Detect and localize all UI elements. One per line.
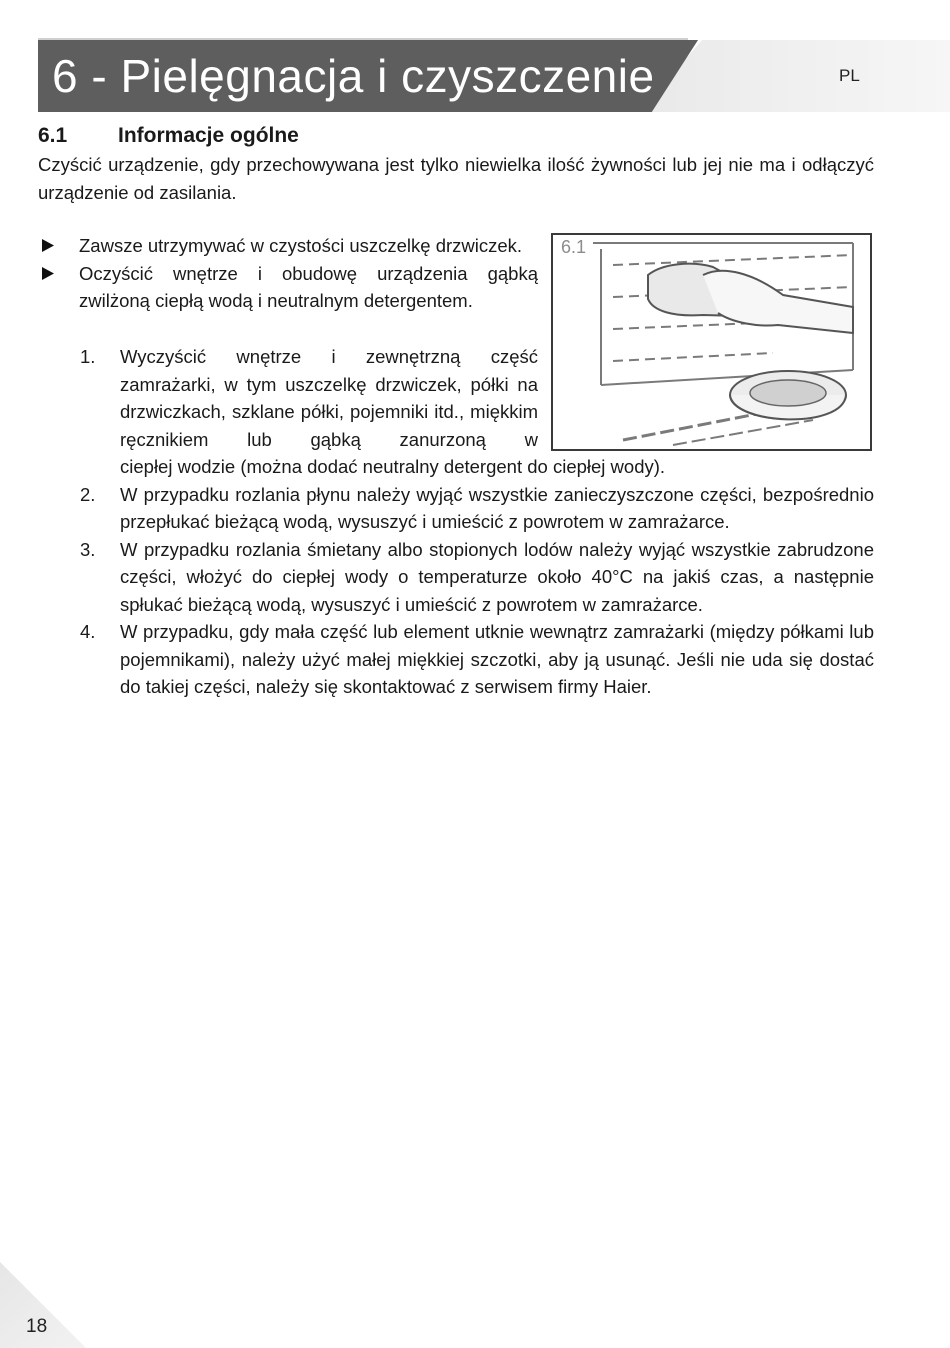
step-text: W przypadku, gdy mała część lub element utknie wewnątrz zamrażarki (między półkami lub pojemnikami), należy użyć małej miękkiej szczotki, aby ją usunąć. Jeśli nie uda się dostać do takiej części, należy się skontaktować z serwisem firmy Haier. <box>120 621 874 697</box>
step-item <box>80 536 874 619</box>
step-number: 2. <box>80 483 96 505</box>
bullet-triangle-icon <box>42 239 54 252</box>
section-number: 6.1 <box>38 124 68 147</box>
chapter-title: 6 - Pielęgnacja i czyszczenie <box>52 50 655 102</box>
step-text: Wyczyścić wnętrze i zewnętrzną część zamrażarki, w tym uszczelkę drzwiczek, półki na drzwiczkach, szklane półki, pojemniki itd., miękkim ręcznikiem lub gąbką zanurzoną w <box>120 346 538 450</box>
step-text: W przypadku rozlania śmietany albo stopionych lodów należy wyjąć wszystkie zabrudzone części, włożyć do ciepłej wody o temperaturze około 40°C na jakiś czas, a następnie spłukać bieżącą wodą, wysuszyć i umieścić z powrotem w zamrażarce. <box>120 538 874 615</box>
step-item <box>80 618 874 701</box>
step-text: W przypadku rozlania płynu należy wyjąć wszystkie zanieczyszczone części, bezpośrednio przepłukać bieżącą wodą, wysuszyć i umieścić z powrotem w zamrażarce. <box>120 483 874 532</box>
step-text-continued: ciepłej wodzie (można dodać neutralny detergent do ciepłej wody). <box>120 456 666 477</box>
step-item <box>80 481 874 536</box>
bullet-item <box>38 260 538 315</box>
section-title: Informacje ogólne <box>118 124 299 147</box>
bullet-triangle-icon <box>42 267 54 280</box>
language-code: PL <box>839 66 860 85</box>
bullet-list <box>38 232 538 315</box>
step-number: 1. <box>80 346 96 367</box>
bullet-text: Zawsze utrzymywać w czystości uszczelkę drzwiczek. <box>79 235 523 256</box>
intro-paragraph: Czyścić urządzenie, gdy przechowywana jest tylko niewielka ilość żywności lub jej nie ma i odłączyć urządzenie od zasilania. <box>38 154 874 203</box>
section-heading <box>38 122 299 150</box>
step-item <box>80 343 874 481</box>
step-list <box>80 343 874 701</box>
page-number: 18 <box>26 1316 48 1337</box>
bullet-item <box>38 232 538 260</box>
step-number: 3. <box>80 538 96 560</box>
step-number: 4. <box>80 621 96 642</box>
bullet-text: Oczyścić wnętrze i obudowę urządzenia gąbką zwilżoną ciepłą wodą i neutralnym detergentem. <box>79 262 538 311</box>
figure-label: 6.1 <box>561 237 587 257</box>
